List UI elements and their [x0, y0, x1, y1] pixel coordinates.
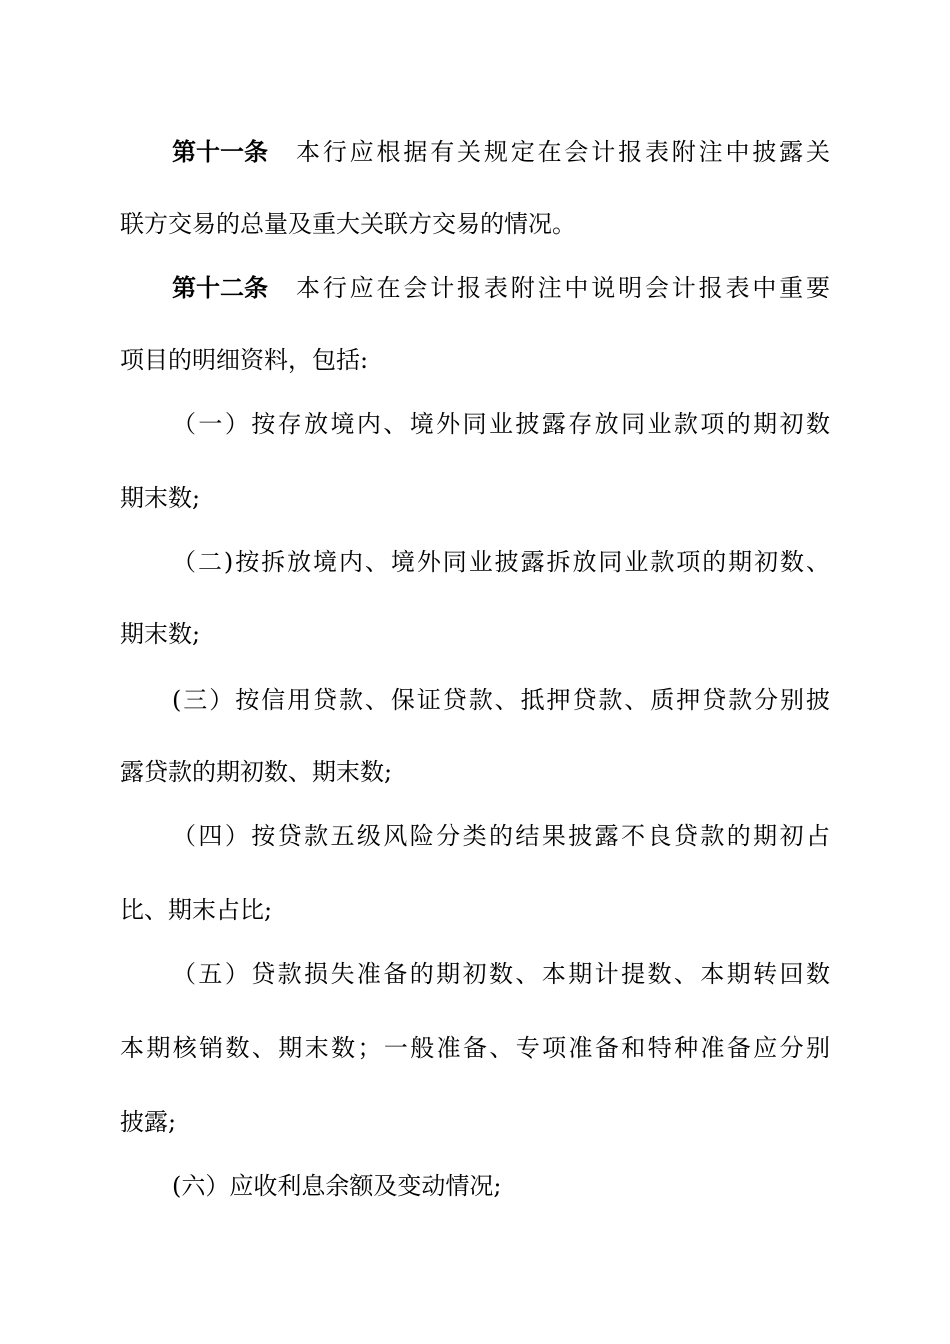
item-1-text-1: （一）按存放境内、境外同业披露存放同业款项的期初数 [172, 410, 830, 438]
item-4-line-1 [172, 816, 830, 856]
item-2-line-1 [172, 542, 830, 582]
item-3-line-2 [120, 752, 830, 792]
item-5-text-2: 本期核销数、期末数；一般准备、专项准备和特种准备应分别 [120, 1034, 830, 1062]
item-4-text-1: （四）按贷款五级风险分类的结果披露不良贷款的期初占 [172, 822, 830, 850]
item-1-text-2: 期末数; [120, 484, 201, 512]
article-11-line-1 [172, 132, 830, 172]
item-2-text-1: （二)按拆放境内、境外同业披露拆放同业款项的期初数、 [172, 548, 830, 576]
article-12-number: 第十二条 [172, 274, 268, 302]
item-5-line-2 [120, 1028, 830, 1068]
item-5-text-3: 披露; [120, 1108, 177, 1136]
item-2-text-2: 期末数; [120, 620, 201, 648]
item-6-text-1: (六）应收利息余额及变动情况; [172, 1172, 502, 1200]
item-5-line-1 [172, 954, 830, 994]
article-11-number: 第十一条 [172, 138, 268, 166]
article-12-text-2: 项目的明细资料，包括: [120, 346, 369, 374]
article-11-text-1: 本行应根据有关规定在会计报表附注中披露关 [296, 138, 830, 166]
item-3-line-1 [172, 680, 830, 720]
item-5-line-3 [120, 1102, 830, 1142]
item-4-text-2: 比、期末占比; [120, 896, 273, 924]
item-3-text-1: (三）按信用贷款、保证贷款、抵押贷款、质押贷款分别披 [172, 686, 830, 714]
item-1-line-1 [172, 404, 830, 444]
article-11-text-2: 联方交易的总量及重大关联方交易的情况。 [120, 210, 576, 238]
item-2-line-2 [120, 614, 830, 654]
item-4-line-2 [120, 890, 830, 930]
article-12-line-2 [120, 340, 830, 380]
item-3-text-2: 露贷款的期初数、期末数; [120, 758, 393, 786]
item-1-line-2 [120, 478, 830, 518]
article-12-line-1 [172, 268, 830, 308]
item-5-text-1: （五）贷款损失准备的期初数、本期计提数、本期转回数 [172, 960, 830, 988]
item-6-line-1 [172, 1166, 830, 1206]
article-12-text-1: 本行应在会计报表附注中说明会计报表中重要 [296, 274, 830, 302]
article-11-line-2 [120, 204, 830, 244]
